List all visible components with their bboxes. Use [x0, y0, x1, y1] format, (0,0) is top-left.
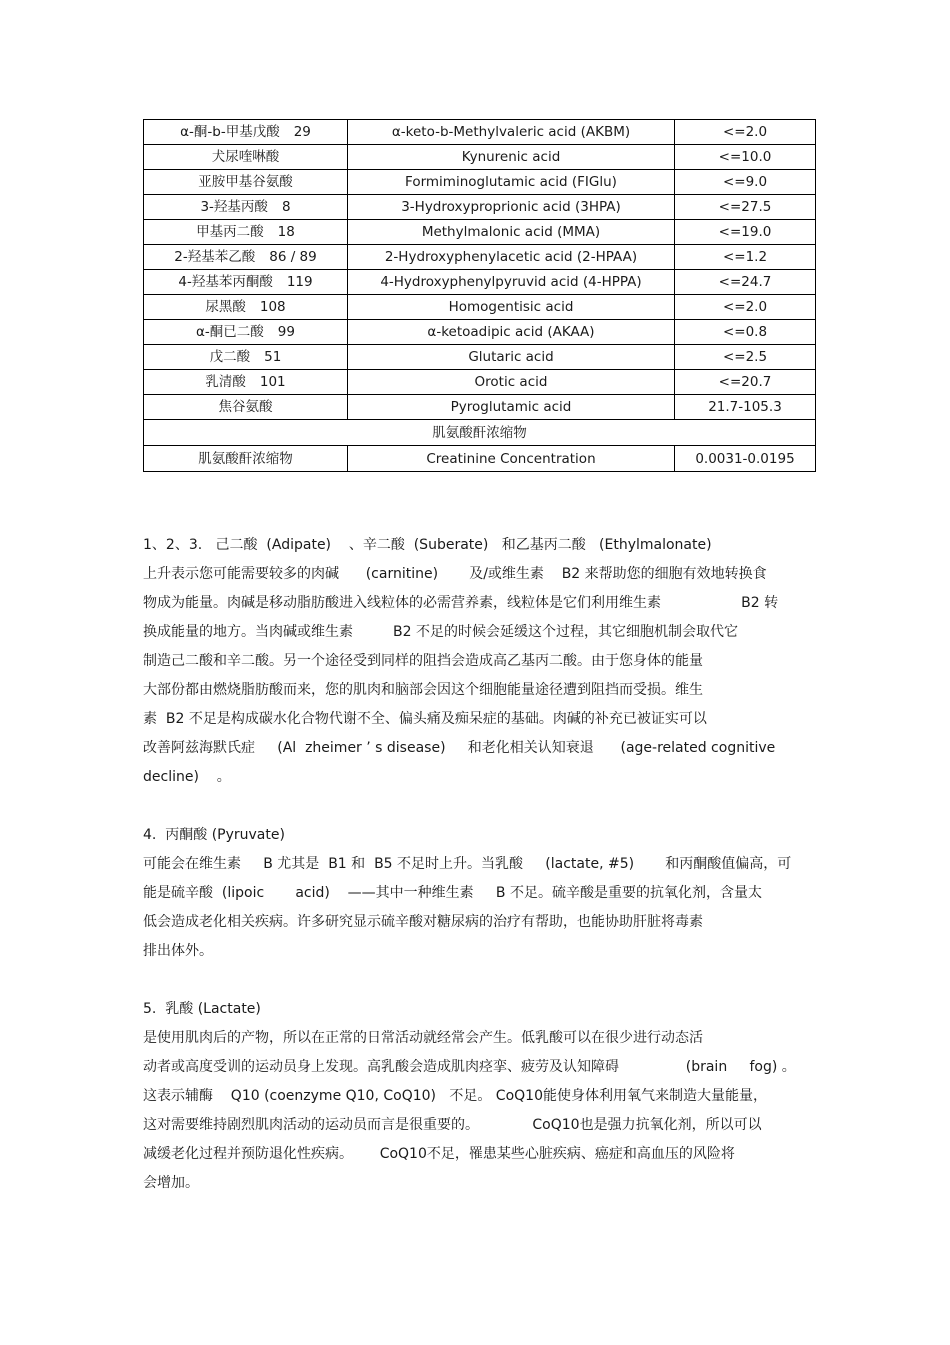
cell-english-name: Homogentisic acid: [348, 295, 675, 320]
cell-english-name: Formiminoglutamic acid (FIGlu): [348, 170, 675, 195]
body-line: 物成为能量。肉碱是移动脂肪酸进入线粒体的必需营养素，线粒体是它们利用维生素 B2 转: [143, 595, 779, 611]
cell-chinese-name: [144, 170, 348, 195]
body-line: 制造己二酸和辛二酸。另一个途径受到同样的阻挡会造成高乙基丙二酸。由于您身体的能量: [143, 653, 703, 669]
chinese-name: 3-羟基丙酸: [200, 199, 268, 215]
marker-number: 51: [264, 349, 282, 365]
table-row: [144, 245, 816, 270]
cell-reference-range: <=2.0: [675, 120, 816, 145]
cell-reference-range: <=1.2: [675, 245, 816, 270]
chinese-name: 戊二酸: [209, 349, 251, 365]
marker-number: 99: [277, 324, 295, 340]
marker-number: 18: [277, 224, 295, 240]
cell-chinese-name: [144, 370, 348, 395]
body-line: 是使用肌肉后的产物，所以在正常的日常活动就经常会产生。低乳酸可以在很少进行动态活: [143, 1030, 703, 1046]
cell-english-name: Orotic acid: [348, 370, 675, 395]
body-line: 会增加。: [143, 1175, 199, 1191]
cell-chinese-name: [144, 145, 348, 170]
chinese-name: 亚胺甲基谷氨酸: [198, 174, 293, 190]
marker-number: 108: [259, 299, 286, 315]
body-line: 改善阿兹海默氏症 (Al zheimer ’ s disease) 和老化相关认知衰退 (age-related cognitive: [143, 740, 776, 756]
cell-english-name: α-keto-b-Methylvaleric acid (AKBM): [348, 120, 675, 145]
cell-english-name: Creatinine Concentration: [348, 446, 675, 472]
chinese-name: α-酮已二酸: [196, 324, 264, 340]
cell-english-name: Kynurenic acid: [348, 145, 675, 170]
cell-reference-range: <=2.5: [675, 345, 816, 370]
chinese-name: 焦谷氨酸: [218, 399, 273, 415]
cell-reference-range: <=0.8: [675, 320, 816, 345]
chinese-name: 2-羟基苯乙酸: [174, 249, 256, 265]
chinese-name: 乳清酸: [205, 374, 246, 390]
cell-english-name: Methylmalonic acid (MMA): [348, 220, 675, 245]
cell-english-name: Glutaric acid: [348, 345, 675, 370]
chinese-name: 尿黑酸: [205, 299, 246, 315]
body-line: 素 B2 不足是构成碳水化合物代谢不全、偏头痛及痴呆症的基础。肉碱的补充已被证实可以: [143, 711, 707, 727]
cell-chinese-name: [144, 120, 348, 145]
marker-number: 29: [293, 124, 311, 140]
chinese-name: 犬尿喹啉酸: [211, 149, 280, 165]
body-line: 大部份都由燃烧脂肪酸而来，您的肌肉和脑部会因这个细胞能量途径遭到阻挡而受损。维生: [143, 682, 703, 698]
table-row: [144, 170, 816, 195]
cell-reference-range: <=10.0: [675, 145, 816, 170]
cell-chinese-name: [144, 395, 348, 420]
body-line: 低会造成老化相关疾病。许多研究显示硫辛酸对糖尿病的治疗有帮助，也能协助肝脏将毒素: [143, 914, 703, 930]
table-body: [144, 120, 816, 472]
marker-number: 119: [286, 274, 313, 290]
section-heading: 1、2、3. 己二酸 (Adipate) 、辛二酸 (Suberate) 和乙基丙二酸 (Ethylmalonate): [143, 537, 712, 553]
table-row: [144, 320, 816, 345]
cell-reference-range: <=24.7: [675, 270, 816, 295]
chinese-name: 4-羟基苯丙酮酸: [178, 274, 273, 290]
body-line: decline) 。: [143, 769, 231, 785]
cell-chinese-name: [144, 245, 348, 270]
body-line: 排出体外。: [143, 943, 213, 959]
cell-reference-range: <=2.0: [675, 295, 816, 320]
marker-number: 101: [259, 374, 286, 390]
table-row: [144, 270, 816, 295]
cell-chinese-name: [144, 295, 348, 320]
cell-reference-range: <=9.0: [675, 170, 816, 195]
cell-chinese-name: [144, 195, 348, 220]
chinese-name: 甲基丙二酸: [196, 224, 264, 240]
section-heading: 5. 乳酸 (Lactate): [143, 1001, 261, 1017]
cell-english-name: Pyroglutamic acid: [348, 395, 675, 420]
table-row: [144, 446, 816, 472]
explanation-text: [143, 531, 815, 1198]
cell-reference-range: <=27.5: [675, 195, 816, 220]
paragraph-gap: [143, 966, 815, 995]
marker-number: 8: [281, 199, 291, 215]
cell-reference-range: 21.7-105.3: [675, 395, 816, 420]
cell-reference-range: <=19.0: [675, 220, 816, 245]
body-line: 换成能量的地方。当肉碱或维生素 B2 不足的时候会延缓这个过程，其它细胞机制会取代它: [143, 624, 739, 640]
body-line: 这表示辅酶 Q10 (coenzyme Q10, CoQ10) 不足。 CoQ10能使身体利用氧气来制造大量能量，: [143, 1088, 767, 1104]
cell-reference-range: <=20.7: [675, 370, 816, 395]
body-line: 上升表示您可能需要较多的肉碱 (carnitine) 及/或维生素 B2 来帮助您的细胞有效地转换食: [143, 566, 767, 582]
cell-chinese-name: [144, 345, 348, 370]
cell-english-name: 3-Hydroxyproprionic acid (3HPA): [348, 195, 675, 220]
cell-chinese-name: [144, 220, 348, 245]
table-row: [144, 395, 816, 420]
table-row: [144, 370, 816, 395]
table-row: [144, 295, 816, 320]
table-row: [144, 220, 816, 245]
section-heading: 4. 丙酮酸 (Pyruvate): [143, 827, 285, 843]
organic-acids-table: [143, 119, 816, 472]
chinese-name: α-酮-b-甲基戊酸: [180, 124, 280, 140]
body-line: 可能会在维生素 B 尤其是 B1 和 B5 不足时上升。当乳酸 (lactate, #5) 和丙酮酸值偏高，可: [143, 856, 792, 872]
table-row: [144, 145, 816, 170]
cell-chinese-name: [144, 270, 348, 295]
cell-chinese-name: 肌氨酸酐浓缩物: [144, 446, 348, 472]
body-line: 能是硫辛酸 (lipoic acid) ——其中一种维生素 B 不足。硫辛酸是重要的抗氧化剂，含量太: [143, 885, 762, 901]
section-header: 肌氨酸酐浓缩物: [144, 420, 816, 446]
body-line: 减缓老化过程并预防退化性疾病。 CoQ10不足，罹患某些心脏疾病、癌症和高血压的风险将: [143, 1146, 735, 1162]
body-line: 这对需要维持剧烈肌肉活动的运动员而言是很重要的。 CoQ10也是强力抗氧化剂，所以可以: [143, 1117, 762, 1133]
table-row: [144, 195, 816, 220]
marker-number: 86 / 89: [269, 249, 317, 265]
section-header-row: [144, 420, 816, 446]
cell-english-name: 2-Hydroxyphenylacetic acid (2-HPAA): [348, 245, 675, 270]
paragraph-gap: [143, 792, 815, 821]
table-row: [144, 120, 816, 145]
cell-chinese-name: [144, 320, 348, 345]
cell-reference-range: 0.0031-0.0195: [675, 446, 816, 472]
cell-english-name: 4-Hydroxyphenylpyruvid acid (4-HPPA): [348, 270, 675, 295]
body-line: 动者或高度受训的运动员身上发现。高乳酸会造成肌肉痉挛、疲劳及认知障碍 (brain fog) 。: [143, 1059, 796, 1075]
table-row: [144, 345, 816, 370]
cell-english-name: α-ketoadipic acid (AKAA): [348, 320, 675, 345]
